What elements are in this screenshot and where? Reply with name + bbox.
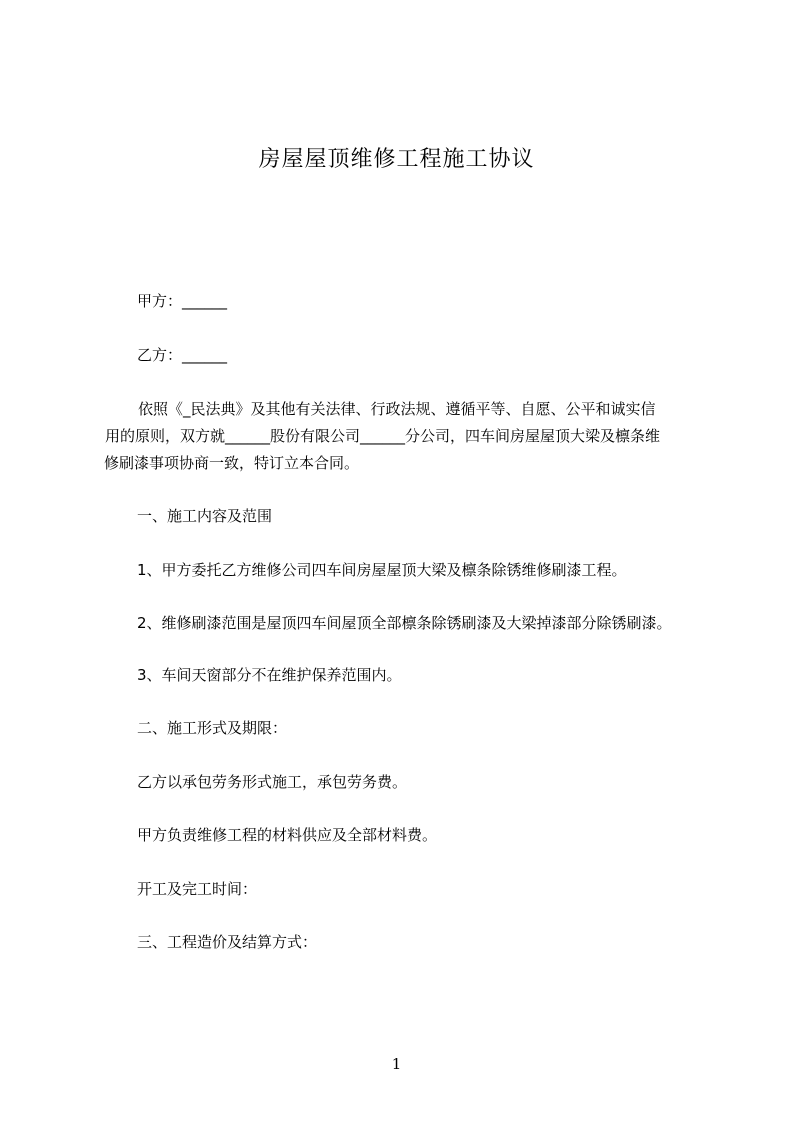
intro-line-2: 用的原则，双方就______股份有限公司______分公司，四车间房屋屋顶大梁及檩条维 bbox=[105, 427, 661, 445]
section-2-heading: 二、施工形式及期限： bbox=[137, 719, 288, 737]
section-3-heading: 三、工程造价及结算方式： bbox=[137, 933, 318, 951]
section-2-line-2: 甲方负责维修工程的材料供应及全部材料费。 bbox=[137, 826, 438, 844]
intro-line-1: 依照《_民法典》及其他有关法律、行政法规、遵循平等、自愿、公平和诚实信 bbox=[138, 400, 656, 418]
intro-paragraph bbox=[104, 396, 704, 477]
party-b-line: 乙方：______ bbox=[137, 346, 228, 364]
party-a-line: 甲方：______ bbox=[137, 292, 228, 310]
section-1-item-3: 3、车间天窗部分不在维护保养范围内。 bbox=[137, 666, 402, 684]
section-2-line-1: 乙方以承包劳务形式施工，承包劳务费。 bbox=[137, 773, 408, 791]
section-1-heading: 一、施工内容及范围 bbox=[137, 507, 273, 525]
intro-line-3: 修刷漆事项协商一致，特订立本合同。 bbox=[104, 454, 360, 472]
section-1-item-1: 1、甲方委托乙方维修公司四车间房屋屋顶大梁及檩条除锈维修刷漆工程。 bbox=[137, 561, 627, 579]
document-title: 房屋屋顶维修工程施工协议 bbox=[258, 147, 535, 172]
section-2-line-3: 开工及完工时间： bbox=[137, 880, 258, 898]
section-1-item-2: 2、维修刷漆范围是屋顶四车间屋顶全部檩条除锈刷漆及大梁掉漆部分除锈刷漆。 bbox=[137, 614, 672, 632]
page-number: 1 bbox=[391, 1055, 402, 1073]
